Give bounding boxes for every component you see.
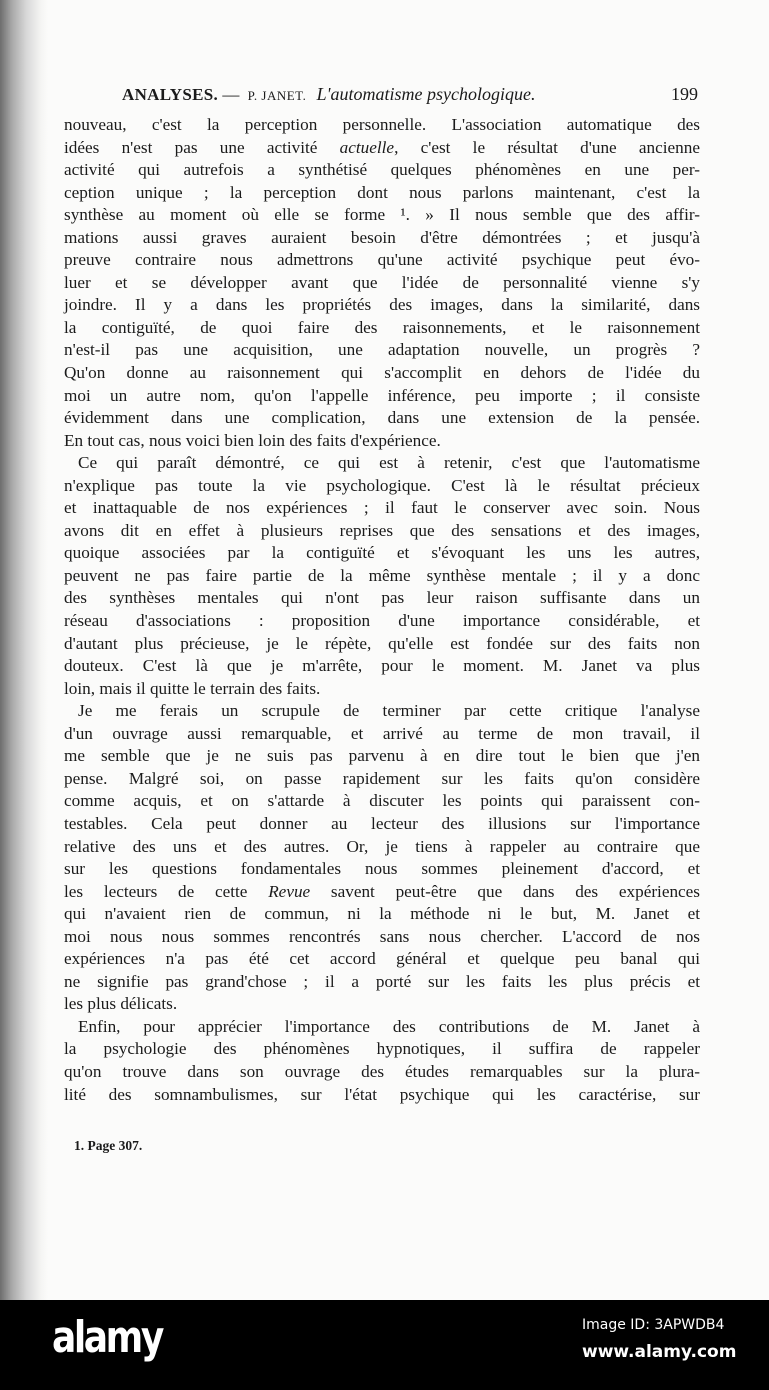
text-line: activité qui autrefois a synthétisé quelques phénomènes en une per- bbox=[64, 160, 700, 180]
italic-term: Revue bbox=[268, 881, 311, 901]
text-line: moi nous nous sommes rencontrés sans nous chercher. L'accord de nos bbox=[64, 926, 700, 946]
text-line: mations aussi graves auraient besoin d'être démontrées ; et jusqu'à bbox=[64, 227, 700, 247]
text-segment: , c'est le résultat d'une ancienne bbox=[394, 137, 700, 157]
text-line: luer et se développer avant que l'idée de personnalité vienne s'y bbox=[64, 272, 700, 292]
text-line: avons dit en effet à plusieurs reprises que des sensations et des images, bbox=[64, 520, 700, 540]
text-line: la contiguïté, de quoi faire des raisonnements, et le raisonnement bbox=[64, 317, 700, 337]
text-line: n'explique pas toute la vie psychologique. C'est là le résultat précieux bbox=[64, 475, 700, 495]
text-line: les plus délicats. bbox=[64, 994, 178, 1014]
text-line: réseau d'associations : proposition d'une importance considérable, et bbox=[64, 611, 700, 631]
text-line: Je me ferais un scrupule de terminer par cette critique l'analyse bbox=[78, 701, 700, 721]
footnote: 1. Page 307. bbox=[74, 1138, 143, 1153]
text-line: douteux. C'est là que je m'arrête, pour le moment. M. Janet va plus bbox=[64, 656, 700, 676]
header-left bbox=[122, 84, 535, 105]
text-segment: les lecteurs de cette bbox=[64, 881, 269, 901]
text-line: ne signifie pas grand'chose ; il a porté sur les faits les plus précis et bbox=[64, 971, 700, 991]
text-line: quoique associées par la contiguïté et s'évoquant les uns les autres, bbox=[64, 543, 700, 563]
text-line: qui n'avaient rien de commun, ni la méthode ni le but, M. Janet et bbox=[64, 904, 700, 924]
text-line: sur les questions fondamentales nous sommes pleinement d'accord, et bbox=[64, 859, 700, 879]
text-line: preuve contraire nous admettrons qu'une activité psychique peut évo- bbox=[64, 250, 700, 270]
text-line: Enfin, pour apprécier l'importance des contributions de M. Janet à bbox=[78, 1016, 700, 1036]
text-line: En tout cas, nous voici bien loin des faits d'expérience. bbox=[64, 430, 441, 450]
header-section: ANALYSES. bbox=[122, 85, 219, 104]
text-segment: savent peut-être que dans des expériences bbox=[310, 881, 700, 901]
text-line: lité des somnambulismes, sur l'état psychique qui les caractérise, sur bbox=[64, 1084, 700, 1104]
text-line: qu'on trouve dans son ouvrage des études remarquables sur la plura- bbox=[64, 1061, 700, 1081]
body-text bbox=[64, 114, 700, 1106]
alamy-logo: alamy bbox=[52, 1312, 162, 1363]
text-line: loin, mais il quitte le terrain des faits. bbox=[64, 678, 321, 698]
text-line: comme acquis, et on s'attarde à discuter les points qui paraissent con- bbox=[64, 791, 700, 811]
text-line: testables. Cela peut donner au lecteur des illusions sur l'importance bbox=[64, 813, 700, 833]
text-line: évidemment dans une complication, dans une extension de la pensée. bbox=[64, 408, 700, 428]
header-author: P. JANET. bbox=[247, 88, 307, 103]
text-line: d'un ouvrage aussi remarquable, et arrivé au terme de mon travail, il bbox=[64, 723, 700, 743]
text-line: expériences n'a pas été cet accord général et quelque peu banal qui bbox=[64, 949, 700, 969]
site-url: www.alamy.com bbox=[582, 1342, 737, 1362]
text-line: joindre. Il y a dans les propriétés des images, dans la similarité, dans bbox=[64, 295, 700, 315]
image-id: Image ID: 3APWDB4 bbox=[582, 1317, 725, 1333]
text-line: d'autant plus précieuse, je le répète, qu'elle est fondée sur des faits non bbox=[64, 633, 700, 653]
running-header bbox=[122, 84, 698, 105]
text-line: peuvent ne pas faire partie de la même synthèse mentale ; il y a donc bbox=[64, 565, 700, 585]
text-line: et inattaquable de nos expériences ; il faut le conserver avec soin. Nous bbox=[64, 498, 700, 518]
text-line: Ce qui paraît démontré, ce qui est à retenir, c'est que l'automatisme bbox=[78, 453, 700, 473]
text-line bbox=[64, 137, 700, 160]
text-segment: idées n'est pas une activité bbox=[64, 137, 340, 157]
text-line: synthèse au moment où elle se forme ¹. » Il nous semble que des affir- bbox=[64, 205, 700, 225]
text-line bbox=[64, 881, 700, 904]
text-line: moi un autre nom, qu'on l'appelle inférence, peu importe ; il consiste bbox=[64, 385, 700, 405]
watermark-band bbox=[0, 1300, 769, 1390]
text-line: me semble que je ne suis pas parvenu à en dire tout le bien que j'en bbox=[64, 746, 700, 766]
text-line: pense. Malgré soi, on passe rapidement sur les faits qu'on considère bbox=[64, 768, 700, 788]
text-line: Qu'on donne au raisonnement qui s'accomplit en dehors de l'idée du bbox=[64, 363, 700, 383]
text-line: des synthèses mentales qui n'ont pas leur raison suffisante dans un bbox=[64, 588, 700, 608]
text-line: relative des uns et des autres. Or, je tiens à rappeler au contraire que bbox=[64, 836, 700, 856]
text-line: nouveau, c'est la perception personnelle. L'association automatique des bbox=[64, 115, 700, 134]
text-line: la psychologie des phénomènes hypnotiques, il suffira de rappeler bbox=[64, 1039, 700, 1059]
text-line: n'est-il pas une acquisition, une adaptation nouvelle, un progrès ? bbox=[64, 340, 700, 360]
header-dash: — bbox=[222, 85, 240, 104]
text-line: ception unique ; la perception dont nous parlons maintenant, c'est la bbox=[64, 182, 700, 202]
italic-term: actuelle bbox=[339, 137, 395, 157]
page-number: 199 bbox=[671, 84, 698, 104]
header-title: L'automatisme psychologique. bbox=[316, 84, 536, 104]
page-edge-shadow bbox=[0, 0, 48, 1300]
